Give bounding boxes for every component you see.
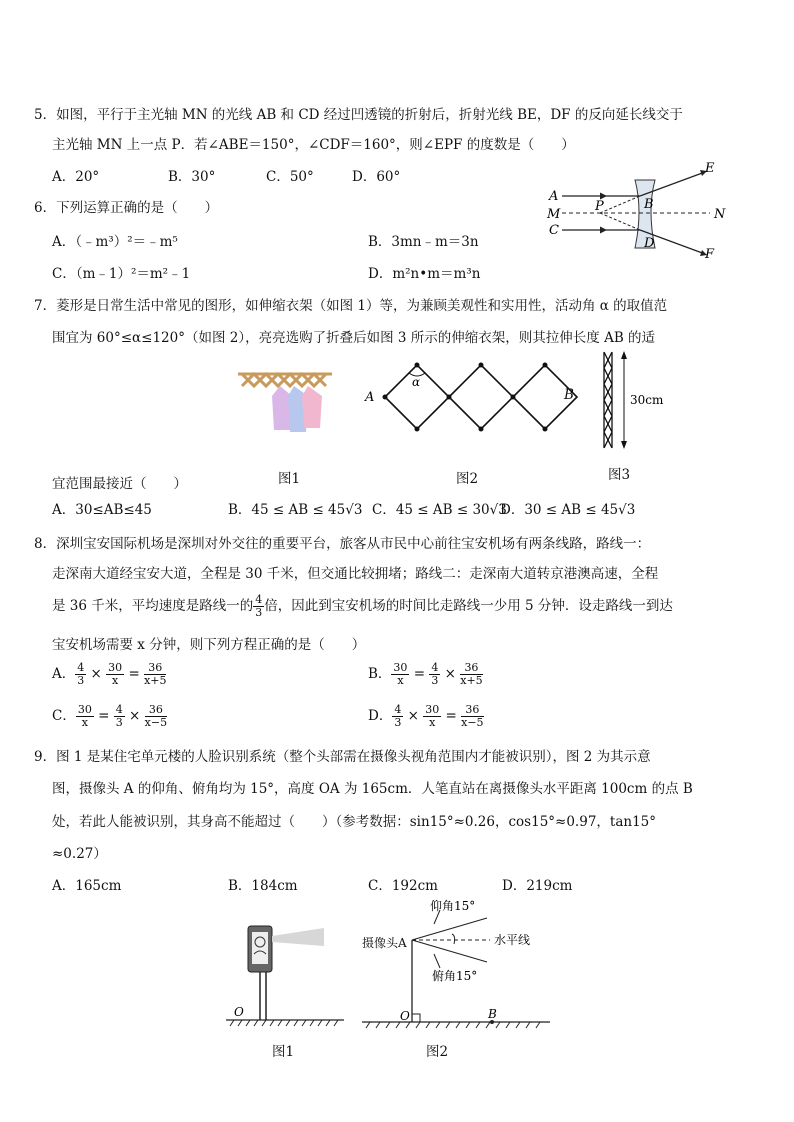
q8-frac-num: 4 (255, 593, 263, 606)
joints (383, 363, 548, 432)
q7-fig1-caption: 图1 (278, 471, 301, 487)
label-depression: 俯角15° (432, 969, 478, 983)
label-30cm: 30cm (630, 393, 664, 407)
q9-line3: 处，若此人能被识别，其身高不能超过（ ）（参考数据：sin15°≈0.26，cos15°≈0.97，tan15° (52, 814, 656, 830)
label-a: A (365, 390, 375, 405)
label-e: E (705, 161, 715, 176)
q8-line1: 8．深圳宝安国际机场是深圳对外交往的重要平台，旅客从市民中心前往宝安机场有两条线路，路线一： (34, 536, 651, 552)
fraction: $\frac{36}{x-5}$ (144, 703, 168, 729)
q7-fig1-clothes-hanger (232, 360, 342, 440)
q7-option-a: A．30≤AB≤45 (52, 502, 152, 518)
q7-fig3-folded-hanger (596, 348, 686, 456)
label-alpha: α (412, 375, 421, 389)
label-b: B (644, 197, 654, 212)
hanging-dress (302, 386, 322, 428)
q7-fig2-caption: 图2 (456, 471, 479, 487)
label-horizontal: 水平线 (494, 933, 531, 947)
q8-fraction-4-3 (253, 594, 264, 619)
q9-option-b: B．184cm (228, 878, 298, 894)
ray-cd-arrow (600, 227, 607, 234)
label-camera-a: 摄像头A (362, 936, 407, 950)
q8-line3 (52, 594, 673, 619)
q9-option-a: A．165cm (52, 878, 122, 894)
q8-option-c (52, 704, 167, 729)
operator: × (440, 666, 461, 682)
operator: × (403, 708, 424, 724)
angle-arc (452, 934, 455, 944)
ground-hatching (230, 1020, 338, 1026)
q6-option-d: D．m²n•m＝m³n (368, 266, 481, 282)
option-label: C． (52, 708, 76, 724)
q7-option-c: C．45 ≤ AB ≤ 30√3 (372, 502, 507, 518)
q5-option-d: D．60° (352, 169, 401, 185)
q9-fig2-caption: 图2 (426, 1044, 449, 1060)
q9-line4: ≈0.27） (52, 846, 107, 862)
fraction: $\frac{36}{x+5}$ (460, 661, 483, 687)
q7-option-d: D．30 ≤ AB ≤ 45√3 (500, 502, 636, 518)
fig2-label-b: B (564, 387, 574, 403)
q5-option-a: A．20° (52, 169, 100, 185)
extension-be (600, 196, 640, 213)
q8-line3-part2: 倍，因此到宝安机场的时间比走路线一少用 5 分钟．设走路线一到达 (264, 598, 673, 614)
fraction: $\frac{4}{3}$ (77, 661, 85, 687)
label-p: P (595, 199, 604, 214)
q9-fig1-face-recognition (226, 918, 346, 1038)
q9-option-d: D．219cm (502, 878, 573, 894)
q7-line3: 宜范围最接近（ ） (52, 476, 187, 492)
dimension-arrow-down (621, 441, 627, 449)
label-elevation: 仰角15° (430, 899, 476, 913)
fraction: $\frac{30}{x}$ (108, 661, 123, 687)
fraction: $\frac{30}{x}$ (77, 703, 92, 729)
q6-stem: 6．下列运算正确的是（ ） (34, 200, 219, 216)
depression-ray (412, 940, 487, 962)
label-o: O (234, 1005, 244, 1019)
folded-lines (604, 352, 612, 448)
operator: × (124, 708, 145, 724)
fraction: $\frac{30}{x}$ (425, 703, 440, 729)
label-a: A (549, 189, 559, 204)
q7-fig3-caption: 图3 (608, 467, 631, 483)
q7-fig2-rhombus-chain (360, 352, 580, 444)
q7-line2: 围宜为 60°≤α≤120°（如图 2），亮亮选购了折叠后如图 3 所示的伸缩衣架，则其拉伸长度 AB 的适 (52, 330, 656, 346)
label-m: M (547, 207, 561, 222)
q8-option-b (368, 662, 483, 687)
operator: × (86, 666, 107, 682)
fraction: $\frac{30}{x}$ (393, 661, 408, 687)
q8-frac-den: 3 (255, 606, 263, 619)
extension-df (600, 213, 640, 230)
q6-option-c: C．（m﹣1）²＝m²﹣1 (52, 266, 191, 282)
right-angle (412, 1014, 420, 1022)
hanger-frame (238, 374, 332, 386)
camera-beam (272, 928, 324, 946)
label-d: D (644, 236, 655, 251)
q9-fig2-schematic (362, 896, 562, 1036)
fraction: $\frac{36}{x-5}$ (461, 703, 484, 729)
q8-line2: 走深南大道经宝安大道，全程是 30 千米，但交通比较拥堵；路线二：走深南大道转京港澳高速，全程 (52, 566, 659, 582)
operator: = (409, 666, 430, 682)
q9-line2: 图，摄像头 A 的仰角、俯角均为 15°，高度 OA 为 165cm．人笔直站在离摄像头水平距离 100cm 的点 B (52, 781, 693, 797)
fraction: $\frac{4}{3}$ (394, 703, 402, 729)
operator: = (441, 708, 462, 724)
label-b: B (488, 1007, 497, 1021)
fraction: $\frac{36}{x+5}$ (144, 661, 167, 687)
label-c: C (549, 223, 559, 238)
q8-line4: 宝安机场需要 x 分钟，则下列方程正确的是（ ） (52, 637, 366, 653)
option-label: D． (368, 708, 393, 724)
q8-option-d (368, 704, 484, 729)
q9-line1: 9．图 1 是某住宅单元楼的人脸识别系统（整个头部需在摄像头视角范围内才能被识别），图 2 为其示意 (34, 749, 651, 765)
label-pointer-down (434, 954, 440, 968)
ground-hatching (366, 1022, 540, 1028)
fraction: $\frac{4}{3}$ (115, 703, 123, 729)
q5-lens-figure (540, 158, 740, 263)
option-label: B． (368, 666, 392, 682)
q5-line1: 5．如图，平行于主光轴 MN 的光线 AB 和 CD 经过凹透镜的折射后，折射光线 BE，DF 的反向延长线交于 (34, 107, 683, 123)
q5-line2: 主光轴 MN 上一点 P．若∠ABE＝150°，∠CDF＝160°，则∠EPF 的度数是（ ） (52, 137, 575, 153)
q9-fig1-caption: 图1 (272, 1044, 295, 1060)
q5-option-b: B．30° (168, 169, 216, 185)
q8-line3-part1: 是 36 千米，平均速度是路线一的 (52, 598, 254, 614)
operator: = (93, 708, 114, 724)
dimension-arrow-up (621, 351, 627, 359)
q6-option-b: B．3mn﹣m＝3n (368, 234, 479, 250)
q7-line1: 7．菱形是日常生活中常见的图形，如伸缩衣架（如图 1）等，为兼顾美观性和实用性，活动角 α 的取值范 (34, 298, 668, 314)
label-o: O (400, 1009, 410, 1023)
q9-option-c: C．192cm (368, 878, 438, 894)
option-label: A． (52, 666, 76, 682)
q6-option-a: A．（﹣m³）²＝﹣m⁵ (52, 234, 178, 250)
q8-option-a (52, 662, 166, 687)
q7-option-b: B．45 ≤ AB ≤ 45√3 (228, 502, 363, 518)
fraction: $\frac{4}{3}$ (431, 661, 439, 687)
elevation-ray (412, 918, 487, 940)
label-f: F (705, 247, 715, 262)
q5-option-c: C．50° (266, 169, 314, 185)
operator: = (124, 666, 145, 682)
label-n: N (714, 207, 726, 222)
